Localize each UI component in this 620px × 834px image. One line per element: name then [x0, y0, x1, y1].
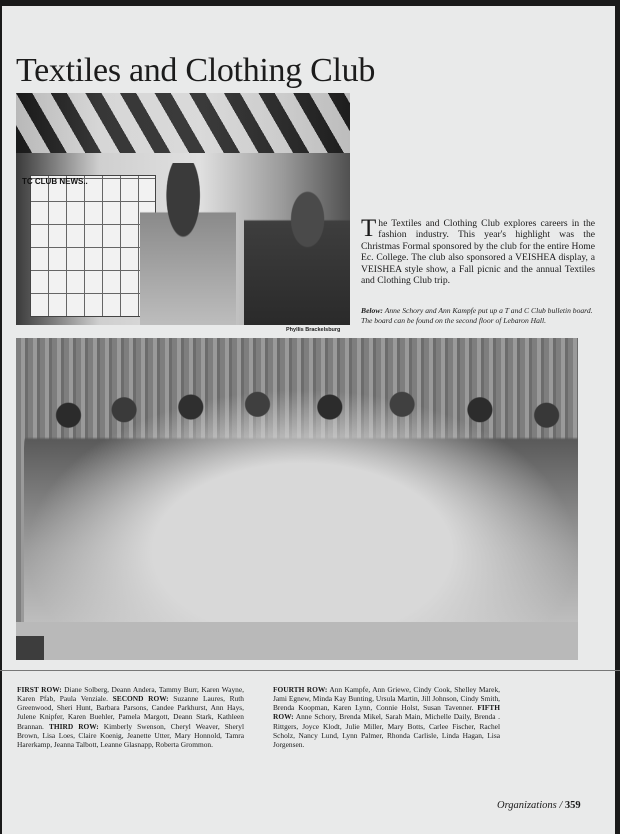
- floor: [16, 622, 578, 660]
- page-number: 359: [564, 800, 581, 811]
- page-title: Textiles and Clothing Club: [16, 52, 376, 89]
- roster-column-left: [17, 685, 244, 749]
- caption-text: Anne Schory and Ann Kampfe put up a T and C Club bulletin board. The board can be found on the second floor of Lebaron Hall.: [361, 306, 593, 325]
- row-names: Diane Solberg, Deann Andera, Tammy Burr, Karen Wayne, Karen Pfab, Paula Venziale.: [17, 685, 244, 704]
- row-label: FIRST ROW:: [17, 685, 62, 694]
- row-names: Ann Kampfe, Ann Griewe, Cindy Cook, Shelley Marek, Jami Egnew, Minda Kay Bunting, Ursula Martin, Jill Johnson, Cindy Smith, Brenda Koopman, Karen Lynn, Connie Holst, Susan Tavenner.: [273, 685, 500, 713]
- dropcap: T: [361, 215, 377, 242]
- calendar-board: [30, 175, 156, 317]
- student-left: [140, 163, 236, 325]
- row-label: THIRD ROW:: [48, 721, 99, 731]
- calendar-sign: TC CLUB NEWS..: [22, 177, 88, 186]
- intro-paragraph: [361, 215, 595, 287]
- intro-text: he Textiles and Clothing Club explores careers in the fashion industry. This year's highlight was the Christmas Formal sponsored by the club for the entire Home Ec. College. The club also sponsored a VEISHEA display, a VEISHEA style show, a Fall picnic and the annual Textiles and Clothing Club trip.: [361, 218, 595, 287]
- row-label: FIFTH ROW:: [273, 703, 500, 722]
- photo-credit: Phyllis Brackelsburg: [286, 327, 341, 333]
- section-name: Organizations /: [497, 800, 563, 811]
- club-members: [24, 388, 578, 660]
- row-label: SECOND ROW:: [112, 694, 169, 704]
- caption-lead: Below:: [361, 306, 383, 315]
- student-right: [244, 133, 350, 325]
- photo-caption: [361, 306, 595, 325]
- row-names: Suzanne Laures, Ruth Greenwood, Sheri Hunt, Barbara Parsons, Candee Parkhurst, Ann Hays, Julene Knipfer, Karen Buehler, Pamela Margott, Deann Stark, Kathleen Brannan.: [17, 694, 244, 731]
- page-footer: [497, 800, 581, 811]
- divider-line: [0, 670, 620, 671]
- rug: [16, 636, 44, 660]
- roster-column-right: [273, 685, 500, 749]
- row-names: Anne Schory, Brenda Mikel, Sarah Main, Michelle Daily, Brenda . Rittgers, Joyce Klodt, Julie Miller, Mary Botts, Carlee Fischer, Rachel Scholz, Nancy Lund, Lynn Palmer, Rhonda Carlisle, Linda Hagan, Lisa Jorgensen.: [273, 712, 500, 749]
- group-photo: [16, 338, 578, 660]
- row-label: FOURTH ROW:: [273, 685, 328, 694]
- row-names: Kimberly Swenson, Cheryl Weaver, Sheryl Brown, Lisa Loes, Claire Koenig, Jeanette Utter, Mary Honnold, Tamra Harerkamp, Jeanna Talbott, Leanne Glasnapp, Roberta Grommon.: [17, 721, 244, 749]
- bulletin-board-photo: [16, 93, 350, 325]
